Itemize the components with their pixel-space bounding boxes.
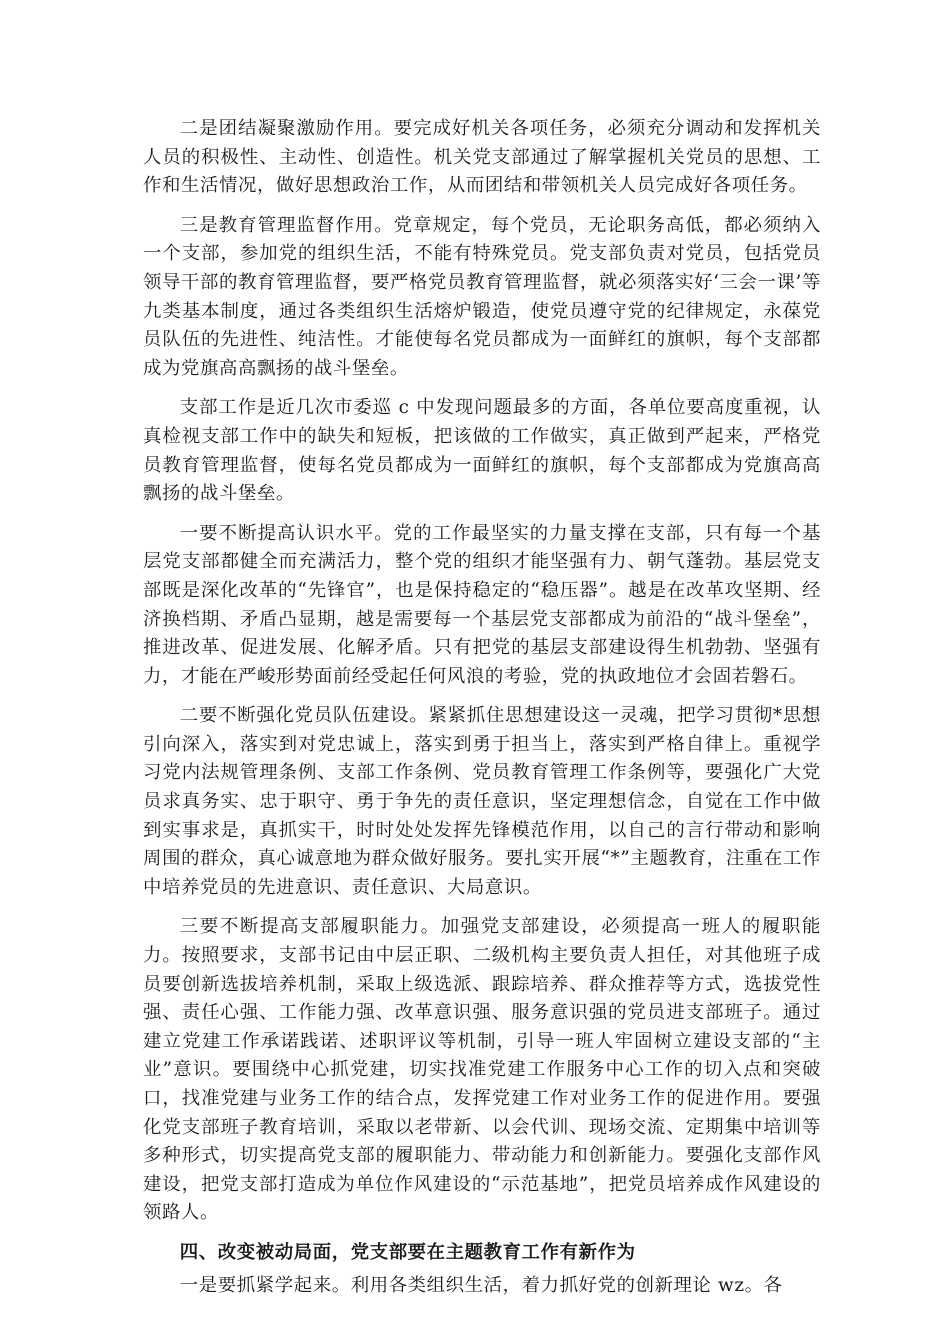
paragraph-unity-role: 二是团结凝聚激励作用。要完成好机关各项任务，必须充分调动和发挥机关人员的积极性、主动性、创造性。机关党支部通过了解掌握机关党员的思想、工作和生活情况，做好思想政治工作，从而团结和带领机关人员完成好各项任务。 <box>143 118 821 197</box>
paragraph-team-building: 二要不断强化党员队伍建设。紧紧抓住思想建设这一灵魂，把学习贯彻*思想引向深入，落实到对党忠诚上，落实到勇于担当上，落实到严格自律上。重视学习党内法规管理条例、支部工作条例、党员教育管理工作条例等，要强化广大党员求真务实、忠于职守、勇于争先的责任意识，坚定理想信念，自觉在工作中做到实事求是，真抓实干，时时处处发挥先锋模范作用，以自己的言行带动和影响周围的群众，真心诚意地为群众做好服务。要扎实开展“*”主题教育，注重在工作中培养党员的先进意识、责任意识、大局意识。 <box>143 705 821 898</box>
paragraph-branch-work: 支部工作是近几次市委巡 c 中发现问题最多的方面，各单位要高度重视，认真检视支部工作中的缺失和短板，把该做的工作做实，真正做到严起来，严格党员教育管理监督，使每名党员都成为一面鲜红的旗帜，每个支部都成为党旗高高飘扬的战斗堡垒。 <box>143 397 821 505</box>
document-page <box>143 115 821 1300</box>
paragraph-study: 一是要抓紧学起来。利用各类组织生活，着力抓好党的创新理论 wz。各 <box>179 1274 783 1296</box>
section-heading: 四、改变被动局面，党支部要在主题教育工作有新作为 <box>179 1241 636 1263</box>
paragraph-awareness: 一要不断提高认识水平。党的工作最坚实的力量支撑在支部，只有每一个基层党支部都健全而充满活力，整个党的组织才能坚强有力、朝气蓬勃。基层党支部既是深化改革的“先锋官”，也是保持稳定的“稳压器”。越是在改革攻坚期、经济换档期、矛盾凸显期，越是需要每一个基层党支部都成为前沿的“战斗堡垒”，推进改革、促进发展、化解矛盾。只有把党的基层支部建设得生机勃勃、坚强有力，才能在严峻形势面前经受起任何风浪的考验，党的执政地位才会固若磐石。 <box>143 522 821 687</box>
paragraph-capability: 三要不断提高支部履职能力。加强党支部建设，必须提高一班人的履职能力。按照要求，支部书记由中层正职、二级机构主要负责人担任，对其他班子成员要创新选拔培养机制，采取上级选派、跟踪培养、群众推荐等方式，选拔党性强、责任心强、工作能力强、改革意识强、服务意识强的党员进支部班子。通过建立党建工作承诺践诺、述职评议等机制，引导一班人牢固树立建设支部的“主业”意识。要围绕中心抓党建，切实找准党建工作服务中心工作的切入点和突破口，找准党建与业务工作的结合点，发挥党建工作对业务工作的促进作用。要强化党支部班子教育培训，采取以老带新、以会代训、现场交流、定期集中培训等多种形式，切实提高党支部的履职能力、带动能力和创新能力。要强化支部作风建设，把党支部打造成为单位作风建设的“示范基地”，把党员培养成作风建设的领路人。 <box>143 916 821 1224</box>
paragraph-supervision-role: 三是教育管理监督作用。党章规定，每个党员，无论职务高低，都必须纳入一个支部，参加党的组织生活，不能有特殊党员。党支部负责对党员，包括党员领导干部的教育管理监督，要严格党员教育管理监督，就必须落实好‘三会一课’等九类基本制度，通过各类组织生活熔炉锻造，使党员遵守党的纪律规定，永葆党员队伍的先进性、纯洁性。才能使每名党员都成为一面鲜红的旗帜，每个支部都成为党旗高高飘扬的战斗堡垒。 <box>143 214 821 379</box>
